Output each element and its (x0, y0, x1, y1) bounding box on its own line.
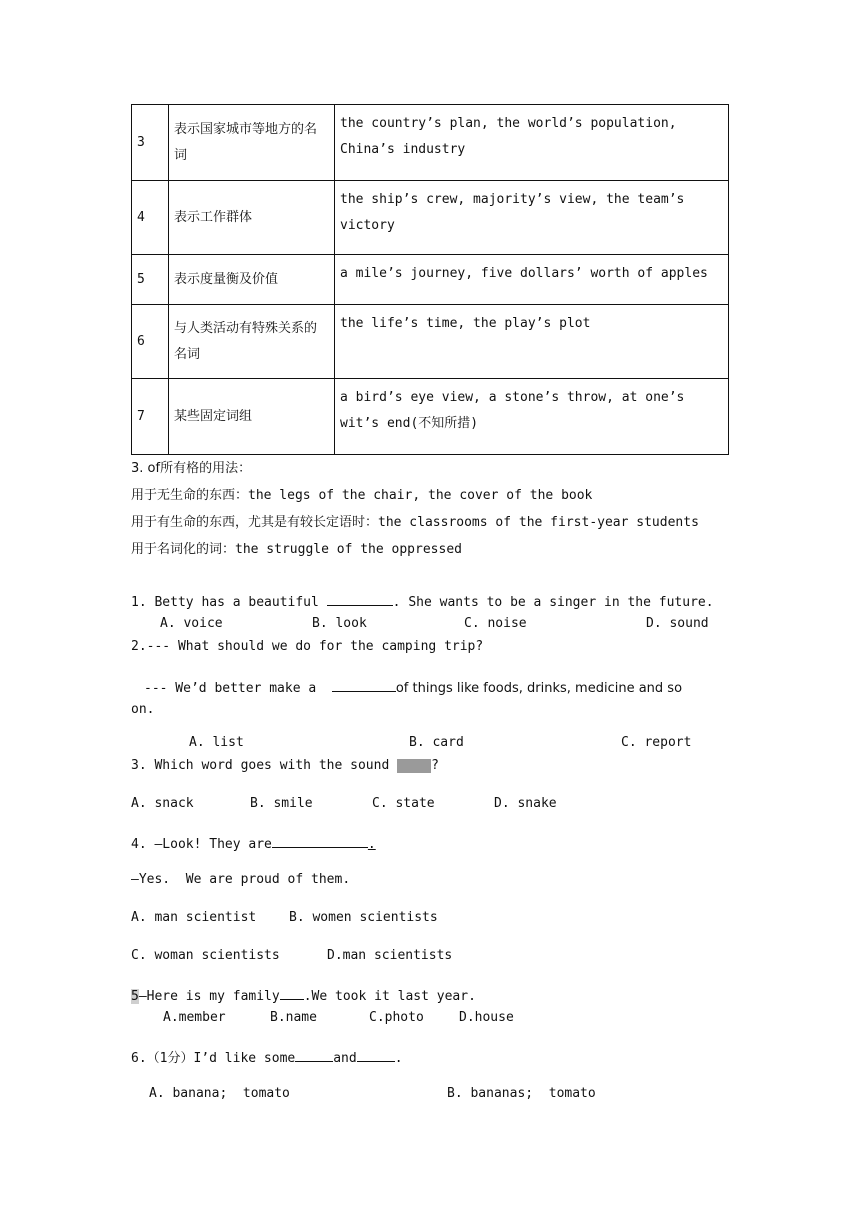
example-cell: the country’s plan, the world’s population, China’s industry (335, 105, 729, 181)
row-number: 3 (132, 105, 169, 181)
example-cell: the life’s time, the play’s plot (335, 305, 729, 379)
question-4-reply: —Yes. We are proud of them. (131, 872, 351, 887)
question-number: 5 (131, 989, 139, 1004)
noun-type-cell: 表示度量衡及价值 (169, 255, 335, 305)
option[interactable]: D.house (459, 1010, 514, 1025)
table-row (132, 255, 729, 305)
option[interactable]: C. woman scientists (131, 948, 280, 963)
question-2-reply: --- We’d better make a of things like foods, drinks, medicine and so (144, 677, 682, 698)
option[interactable]: A. snack (131, 796, 194, 811)
possessive-usage-table (131, 104, 729, 455)
usage-line-nominalized: 用于名词化的词：the struggle of the oppressed (131, 542, 462, 557)
noun-type-cell: 表示国家城市等地方的名词 (169, 105, 335, 181)
answer-blank[interactable] (280, 985, 304, 1000)
option[interactable]: C. noise (464, 616, 527, 631)
answer-blank[interactable] (295, 1047, 333, 1062)
row-number: 4 (132, 181, 169, 255)
question-2-stem: 2.--- What should we do for the camping trip? (131, 639, 484, 654)
option[interactable]: A.member (163, 1010, 226, 1025)
option[interactable]: C. report (621, 735, 692, 750)
option[interactable]: D. snake (494, 796, 557, 811)
question-2-reply-end: on. (131, 702, 155, 717)
answer-blank[interactable] (272, 833, 368, 848)
row-number: 5 (132, 255, 169, 305)
option[interactable]: B. smile (250, 796, 313, 811)
option[interactable]: D.man scientists (327, 948, 453, 963)
noun-type-cell: 表示工作群体 (169, 181, 335, 255)
answer-blank[interactable] (357, 1047, 395, 1062)
noun-type-cell: 某些固定词组 (169, 379, 335, 455)
table-row (132, 105, 729, 181)
question-5-stem: 5—Here is my family .We took it last year. (131, 985, 476, 1006)
option[interactable]: A. banana; tomato (149, 1086, 290, 1101)
table-row (132, 379, 729, 455)
example-cell: a mile’s journey, five dollars’ worth of apples (335, 255, 729, 305)
table-row (132, 305, 729, 379)
option[interactable]: A. list (189, 735, 244, 750)
option[interactable]: B. women scientists (289, 910, 438, 925)
option[interactable]: D. sound (646, 616, 709, 631)
table-row (132, 181, 729, 255)
section-heading: 3. of所有格的用法： (131, 461, 252, 476)
option[interactable]: B. look (312, 616, 367, 631)
question-4-stem: 4. —Look! They are . (131, 833, 376, 854)
answer-blank[interactable] (332, 677, 396, 692)
question-1-stem: 1. Betty has a beautiful . She wants to be a singer in the future. (131, 591, 714, 612)
row-number: 6 (132, 305, 169, 379)
question-3-stem: 3. Which word goes with the sound ? (131, 758, 439, 773)
option[interactable]: B. bananas; tomato (447, 1086, 596, 1101)
question-6-stem: 6.（1分）I’d like some and . (131, 1047, 403, 1068)
example-cell: a bird’s eye view, a stone’s throw, at one’s wit’s end(不知所措) (335, 379, 729, 455)
usage-line-animate: 用于有生命的东西，尤其是有较长定语时：the classrooms of the first-year students (131, 515, 699, 530)
option[interactable]: A. man scientist (131, 910, 257, 925)
option[interactable]: B.name (270, 1010, 317, 1025)
option[interactable]: A. voice (160, 616, 223, 631)
example-cell: the ship’s crew, majority’s view, the team’s victory (335, 181, 729, 255)
answer-blank[interactable] (327, 591, 393, 606)
option[interactable]: C. state (372, 796, 435, 811)
option[interactable]: C.photo (369, 1010, 424, 1025)
noun-type-cell: 与人类活动有特殊关系的名词 (169, 305, 335, 379)
row-number: 7 (132, 379, 169, 455)
usage-line-inanimate: 用于无生命的东西：the legs of the chair, the cover of the book (131, 488, 593, 503)
option[interactable]: B. card (409, 735, 464, 750)
sound-audio-icon[interactable] (397, 759, 431, 773)
